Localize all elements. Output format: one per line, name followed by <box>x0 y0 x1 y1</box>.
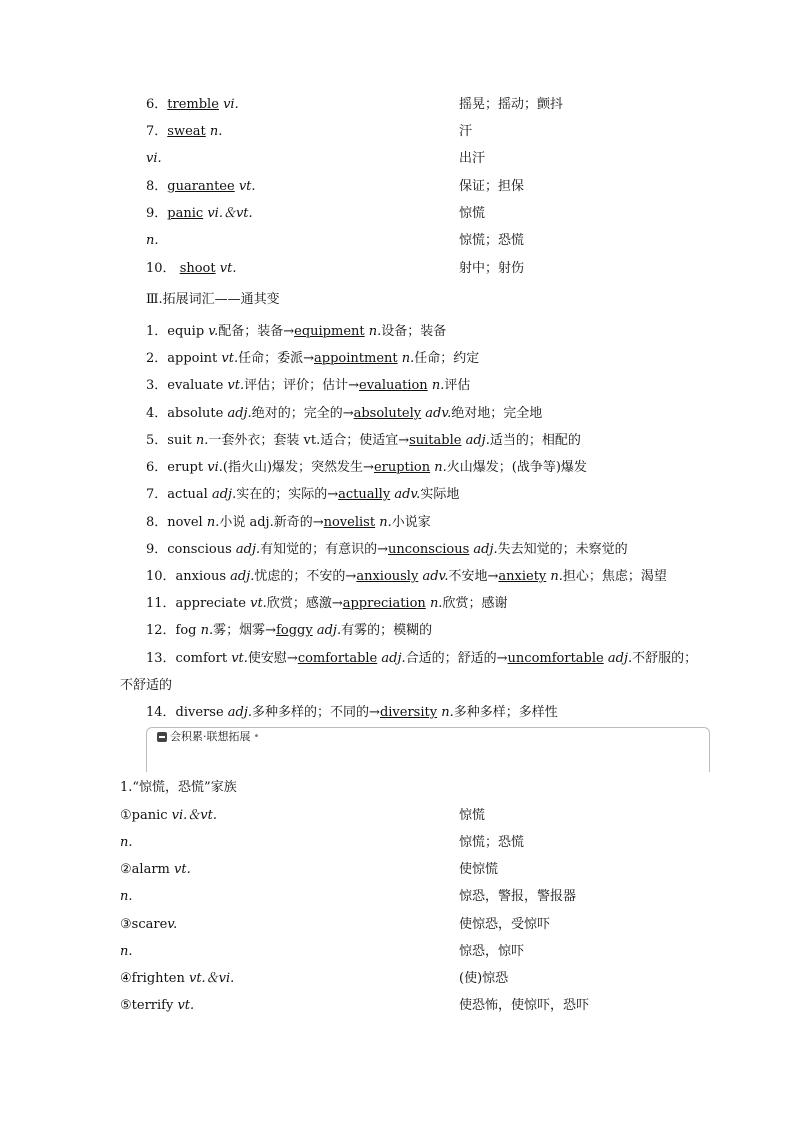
family-row: ⑤terrify vt. 使恐怖，使惊吓，恐吓 <box>120 998 590 1013</box>
minus-square-icon <box>157 732 167 742</box>
expand-item: 8．novel n.小说 adj.新奇的→novelist n.小说家 <box>146 515 431 530</box>
vocab-row: 10． shoot vt. 射中；射伤 <box>146 261 525 276</box>
family-row: ②alarm vt. 使惊慌 <box>120 862 499 877</box>
expand-item: 4．absolute adj.绝对的；完全的→absolutely adv.绝对地；完全地 <box>146 406 543 421</box>
box-header <box>157 730 259 744</box>
family-row: ④frighten vt.＆vi. (使)惊恐 <box>120 971 509 986</box>
expand-item: 10．anxious adj.忧虑的；不安的→anxiously adv.不安地→anxiety n.担心；焦虑；渴望 <box>146 569 667 584</box>
section-title: Ⅲ.拓展词汇——通其变 <box>146 292 280 307</box>
dot-icon: • <box>253 731 260 742</box>
vocab-row: 9．panic vi.＆vt. 惊慌 <box>146 206 486 221</box>
accumulation-box <box>146 727 710 772</box>
vocab-row: 6．tremble vi. 摇晃；摇动；颤抖 <box>146 97 564 112</box>
family-title: 1.“惊慌，恐慌”家族 <box>120 780 237 795</box>
vocab-row: n. 惊慌；恐慌 <box>146 233 525 248</box>
family-row: n. 惊慌；恐慌 <box>120 835 525 850</box>
expand-item: 14．diverse adj.多种多样的；不同的→diversity n.多种多样；多样性 <box>146 705 558 720</box>
expand-item: 6．erupt vi.(指火山)爆发；突然发生→eruption n.火山爆发；(战争等)爆发 <box>146 460 587 475</box>
expand-item: 1．equip v.配备；装备→equipment n.设备；装备 <box>146 324 447 339</box>
expand-item: 12．fog n.雾；烟雾→foggy adj.有雾的；模糊的 <box>146 623 433 638</box>
family-row: n. 惊恐，警报，警报器 <box>120 889 577 904</box>
family-row: ③scarev. 使惊恐，受惊吓 <box>120 917 551 932</box>
expand-item: 3．evaluate vt.评估；评价；估计→evaluation n.评估 <box>146 378 471 393</box>
expand-item: 2．appoint vt.任命；委派→appointment n.任命；约定 <box>146 351 480 366</box>
box-title: 会积累·联想拓展 <box>170 730 251 743</box>
family-row: ①panic vi.＆vt. 惊慌 <box>120 808 486 823</box>
expand-item: 7．actual adj.实在的；实际的→actually adv.实际地 <box>146 487 460 502</box>
expand-item-continuation: 不舒适的 <box>120 678 173 693</box>
vocab-row: vi. 出汗 <box>146 151 486 166</box>
vocab-row: 8．guarantee vt. 保证；担保 <box>146 179 525 194</box>
vocab-row: 7．sweat n. 汗 <box>146 124 473 139</box>
expand-item: 9．conscious adj.有知觉的；有意识的→unconscious adj.失去知觉的；未察觉的 <box>146 542 628 557</box>
expand-item: 11．appreciate vt.欣赏；感激→appreciation n.欣赏；感谢 <box>146 596 508 611</box>
expand-item: 5．suit n.一套外衣；套装 vt.适合；使适宜→suitable adj.适当的；相配的 <box>146 433 581 448</box>
expand-item: 13．comfort vt.使安慰→comfortable adj.合适的；舒适的→uncomfortable adj.不舒服的； <box>146 651 698 666</box>
family-row: n. 惊恐，惊吓 <box>120 944 525 959</box>
